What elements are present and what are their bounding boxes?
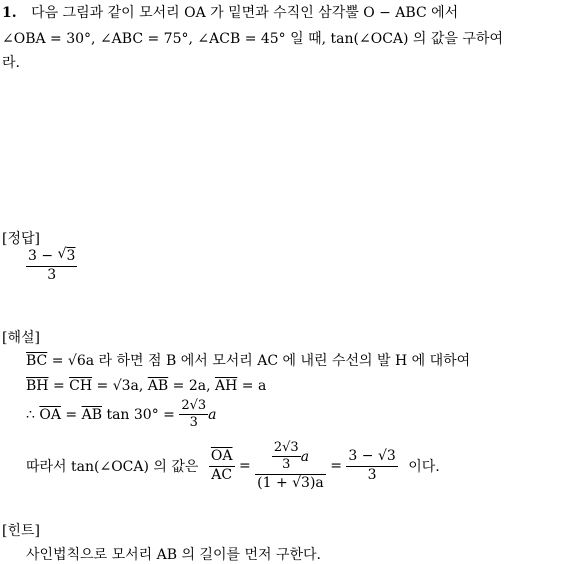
solution-line4-prefix: 따라서 tan(∠OCA) 의 값은 [26, 459, 199, 475]
hint-header: [힌트] [2, 523, 40, 539]
answer-frac [26, 248, 77, 284]
segment-oa: $\overline{OA}$ [39, 406, 61, 423]
problem-text-1: 다음 그림과 같이 모서리 OA 가 밑면과 수직인 삼각뿔 O − ABC 에서 [31, 5, 459, 21]
solution-line4-frac1 [209, 448, 235, 484]
line3-frac-den: 3 [179, 414, 208, 431]
answer-fraction [26, 248, 77, 284]
answer-header: [정답] [2, 231, 40, 247]
frac1-num: $\overline{OA}$ [210, 448, 233, 464]
answer-num-sqrt [58, 248, 76, 266]
problem-line-2: ∠OBA = 30°, ∠ABC = 75°, ∠ACB = 45° 일 때, tan(∠OCA) 의 값을 구하여 [2, 31, 503, 47]
frac3-num: 3 − √3 [348, 448, 396, 464]
frac2-den: (1 + √3)a [257, 474, 324, 491]
segment-bh: $\overline{BH}$ [26, 378, 49, 394]
solution-line1-eq: = √6a [47, 353, 95, 369]
solution-header: [해설] [2, 330, 40, 346]
problem-number: 1. [2, 5, 17, 21]
frac2-inner-num: 2√3 [273, 440, 299, 455]
answer-num-root: 3 [66, 248, 76, 264]
frac2-inner-den: 3 [272, 456, 301, 473]
line3-frac-num: 2√3 [181, 398, 207, 413]
answer-num-a: 3 − [28, 248, 54, 264]
segment-ab-2: $\overline{AB}$ [81, 406, 102, 423]
frac1-den: AC [209, 466, 235, 485]
solution-line4-frac3 [346, 448, 397, 484]
frac2-inner-frac [272, 440, 301, 474]
segment-bc: $\overline{BC}$ [26, 353, 48, 369]
answer-denominator: 3 [26, 266, 77, 285]
segment-ab: $\overline{AB}$ [147, 378, 169, 394]
solution-line2-val3: = a [237, 378, 267, 394]
solution-line2-val1: = √3a, [92, 378, 148, 394]
hint-text: 사인법칙으로 모서리 AB 의 길이를 먼저 구한다. [26, 547, 321, 563]
segment-ah: $\overline{AH}$ [214, 378, 238, 394]
solution-line-1 [26, 350, 470, 370]
solution-line1-text: 라 하면 점 B 에서 모서리 AC 에 내린 수선의 발 H 에 대하여 [94, 353, 471, 369]
solution-line4-suffix: 이다. [408, 459, 440, 475]
segment-ch: $\overline{CH}$ [69, 378, 93, 394]
frac3-den: 3 [346, 466, 397, 485]
frac2-numerator [255, 440, 326, 474]
problem-line-3: 라. [2, 55, 20, 71]
solution-line3-frac [179, 398, 208, 432]
solution-line-4: 따라서 tan(∠OCA) 의 값은 $\frac{\overline{OA}}{AC}$ = $\frac{2√3}{3}$ a (1 + √3)a = $\frac{3 - √3}{3}$ 이다. [26, 440, 440, 491]
problem-line-1 [2, 2, 458, 22]
solution-line4-frac2 [255, 440, 326, 492]
frac2-num-a: a [300, 448, 310, 465]
solution-line-2: $\overline{BH} = \overline{CH} = √3a$, $\overline{AB} = 2a$, $\overline{AH} = a$ [26, 378, 267, 394]
solution-line3-mid: tan 30° = [102, 406, 180, 423]
solution-line-3: ∴ $\overline{OA} = \overline{AB}$ tan 30° = $\frac{2√3}{3}$ a [26, 398, 217, 431]
answer-numerator [26, 248, 77, 266]
solution-line2-val2: = 2a, [168, 378, 215, 394]
solution-line3-suffix: a [208, 406, 217, 423]
therefore-symbol: ∴ [26, 406, 40, 423]
